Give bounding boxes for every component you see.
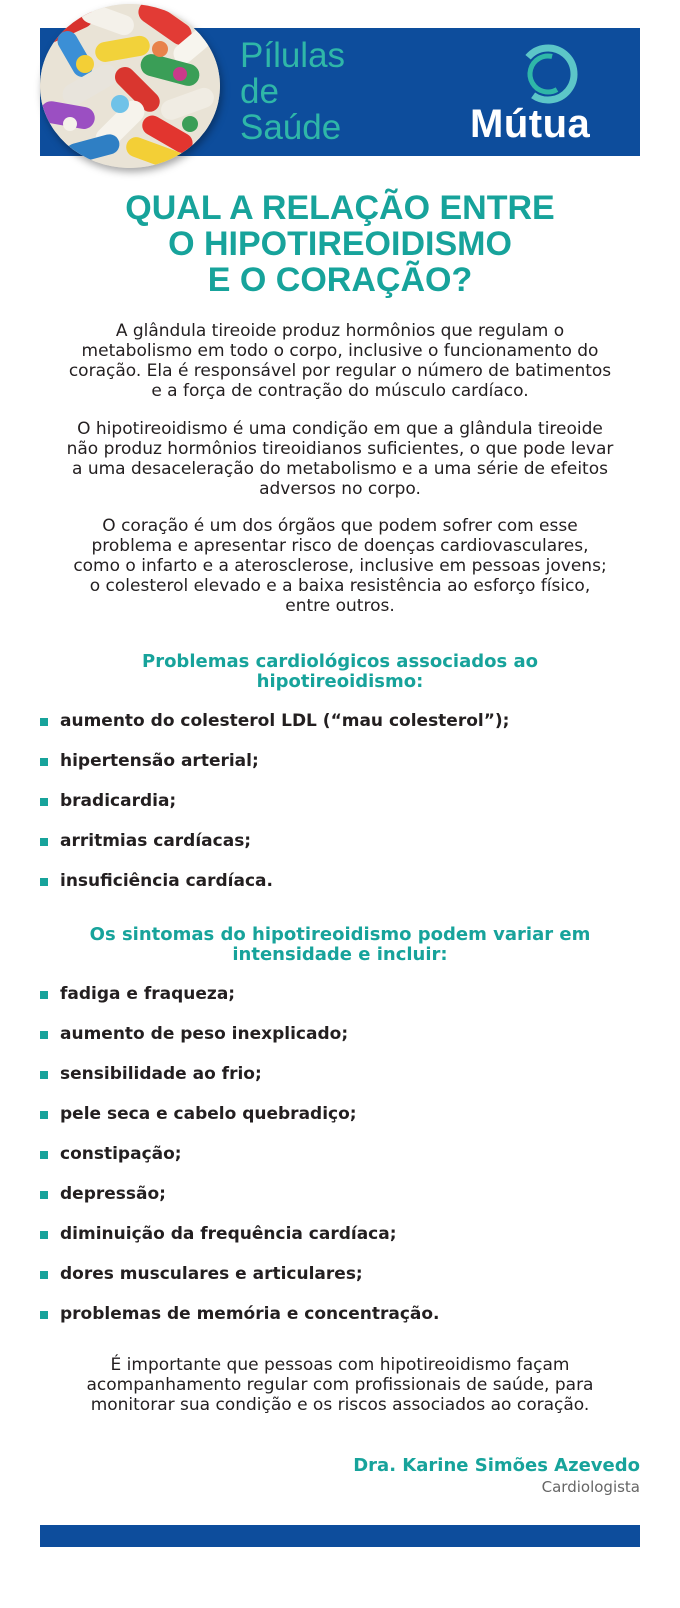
list-item-text: bradicardia; [60, 791, 177, 811]
series-title-line: Saúde [240, 108, 342, 147]
author-name: Dra. Karine Simões Azevedo [353, 1455, 640, 1476]
list-item-text: diminuição da frequência cardíaca; [60, 1224, 397, 1244]
text-line: acompanhamento regular com profissionais de saúde, para [86, 1375, 594, 1395]
square-bullet-icon [40, 1231, 48, 1239]
text-line: monitorar sua condição e os riscos associados ao coração. [90, 1395, 590, 1415]
problems-list [40, 711, 640, 911]
intro-paragraph [40, 321, 640, 401]
text-line: problema e apresentar risco de doenças cardiovasculares, [91, 536, 589, 556]
section-heading-problems [40, 652, 640, 692]
list-item-text: depressão; [60, 1184, 166, 1204]
heading-line: intensidade e incluir: [232, 944, 448, 965]
title-line: QUAL A RELAÇÃO ENTRE [125, 189, 555, 227]
text-line: É importante que pessoas com hipotireoidismo façam [110, 1355, 570, 1375]
text-line: O coração é um dos órgãos que podem sofrer com esse [102, 516, 578, 536]
series-title-line: Pílulas [240, 36, 346, 75]
square-bullet-icon [40, 718, 48, 726]
square-bullet-icon [40, 798, 48, 806]
list-item-text: aumento do colesterol LDL (“mau colesterol”); [60, 711, 510, 731]
square-bullet-icon [40, 838, 48, 846]
list-item-text: fadiga e fraqueza; [60, 984, 236, 1004]
heading-line: hipotireoidismo: [256, 671, 424, 692]
symptoms-list [40, 984, 640, 1344]
mutua-logo [470, 42, 630, 152]
section-heading-symptoms [40, 925, 640, 965]
list-item-text: arritmias cardíacas; [60, 831, 252, 851]
heading-line: Os sintomas do hipotireoidismo podem variar em [89, 924, 591, 945]
text-line: metabolismo em todo o corpo, inclusive o funcionamento do [81, 341, 599, 361]
series-title-line: de [240, 72, 279, 111]
text-line: A glândula tireoide produz hormônios que regulam o [115, 321, 565, 341]
text-line: e a força de contração do músculo cardíaco. [151, 381, 529, 401]
list-item-text: constipação; [60, 1144, 182, 1164]
pills-photo-icon [40, 4, 220, 168]
list-item-text: aumento de peso inexplicado; [60, 1024, 349, 1044]
square-bullet-icon [40, 1311, 48, 1319]
heading-line: Problemas cardiológicos associados ao [142, 651, 538, 672]
logo-text: Mútua [470, 102, 591, 146]
list-item-text: insuficiência cardíaca. [60, 871, 273, 891]
square-bullet-icon [40, 878, 48, 886]
list-item [40, 1144, 640, 1184]
text-line: O hipotireoidismo é uma condição em que a glândula tireoide [77, 419, 603, 439]
list-item [40, 1104, 640, 1144]
list-item [40, 791, 640, 831]
text-line: adversos no corpo. [259, 479, 421, 499]
list-item [40, 1264, 640, 1304]
heart-paragraph [40, 516, 640, 616]
footer-bar [40, 1525, 640, 1547]
square-bullet-icon [40, 1071, 48, 1079]
square-bullet-icon [40, 758, 48, 766]
list-item [40, 831, 640, 871]
closing-paragraph [40, 1355, 640, 1415]
title-line: E O CORAÇÃO? [207, 261, 473, 299]
list-item-text: dores musculares e articulares; [60, 1264, 363, 1284]
title-line: O HIPOTIREOIDISMO [168, 225, 512, 263]
list-item-text: problemas de memória e concentração. [60, 1304, 440, 1324]
list-item [40, 984, 640, 1024]
list-item-text: hipertensão arterial; [60, 751, 259, 771]
text-line: como o infarto e a aterosclerose, inclusive em pessoas jovens; [73, 556, 607, 576]
series-title [240, 38, 345, 146]
text-line: coração. Ela é responsável por regular o número de batimentos [68, 361, 612, 381]
list-item [40, 1024, 640, 1064]
square-bullet-icon [40, 991, 48, 999]
list-item [40, 1304, 640, 1344]
author-role: Cardiologista [541, 1478, 640, 1496]
square-bullet-icon [40, 1191, 48, 1199]
text-line: entre outros. [285, 596, 395, 616]
list-item [40, 871, 640, 911]
square-bullet-icon [40, 1111, 48, 1119]
list-item [40, 1064, 640, 1104]
list-item [40, 1184, 640, 1224]
text-line: a uma desaceleração do metabolismo e a uma série de efeitos [72, 459, 608, 479]
list-item [40, 1224, 640, 1264]
page-title [40, 190, 640, 298]
list-item [40, 711, 640, 751]
square-bullet-icon [40, 1031, 48, 1039]
text-line: o colesterol elevado e a baixa resistência ao esforço físico, [89, 576, 591, 596]
text-line: não produz hormônios tireoidianos suficientes, o que pode levar [66, 439, 614, 459]
mutua-ring-logo-icon [516, 42, 580, 106]
square-bullet-icon [40, 1271, 48, 1279]
definition-paragraph [40, 419, 640, 499]
list-item-text: sensibilidade ao frio; [60, 1064, 262, 1084]
list-item-text: pele seca e cabelo quebradiço; [60, 1104, 357, 1124]
list-item [40, 751, 640, 791]
square-bullet-icon [40, 1151, 48, 1159]
